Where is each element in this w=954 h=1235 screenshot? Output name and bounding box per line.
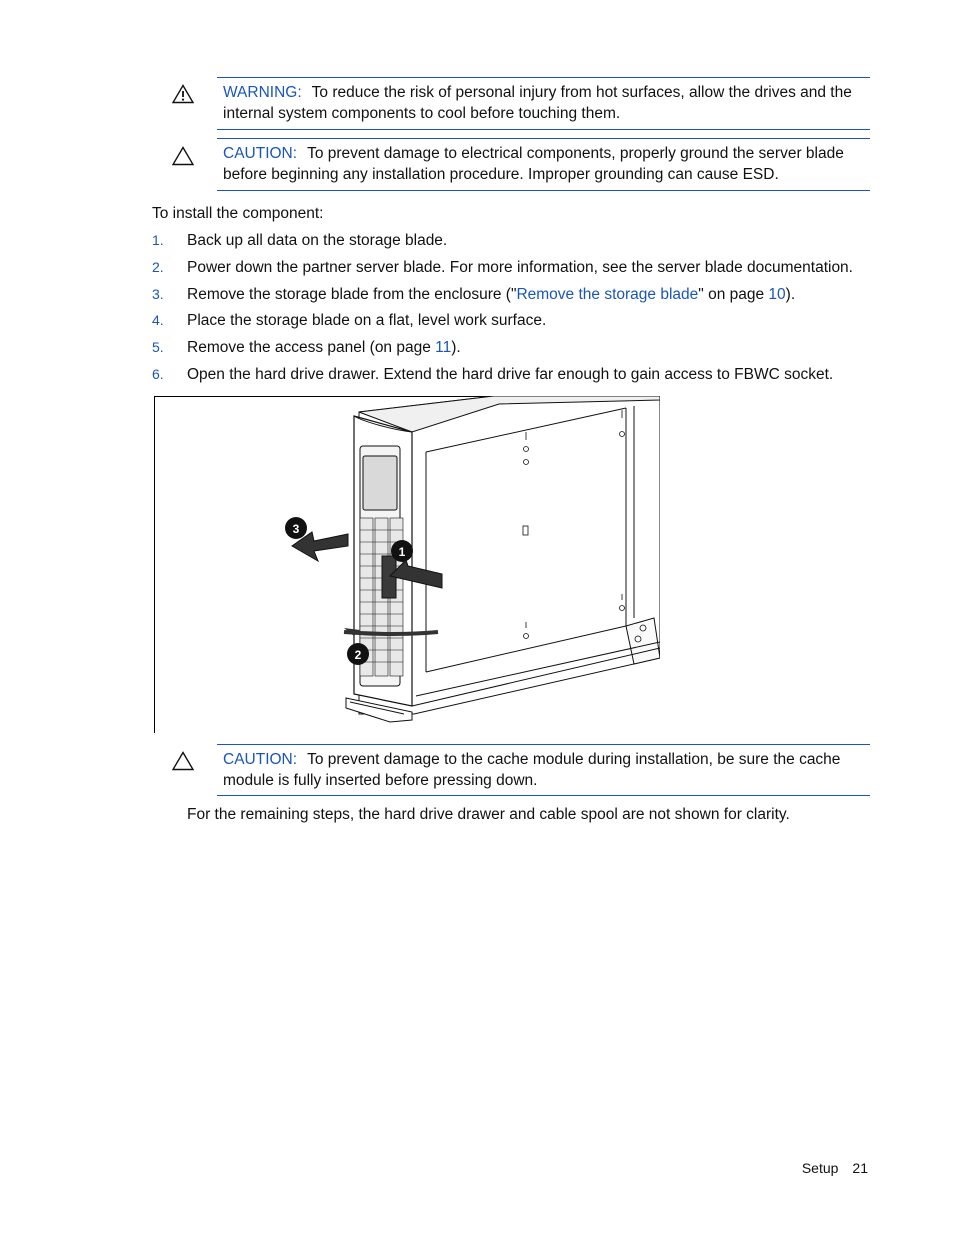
caution-icon [172, 751, 194, 771]
step-text: Place the storage blade on a flat, level work surface. [187, 312, 547, 329]
callout-1 [391, 540, 413, 562]
caution-text: To prevent damage to electrical components, properly ground the server blade before beginning any installation procedure. Improper grounding can cause ESD. [223, 145, 844, 183]
caution-label: CAUTION: [223, 145, 298, 162]
page-10-link[interactable]: 10 [768, 286, 786, 303]
step-text-post: ). [451, 339, 461, 356]
step-text: Back up all data on the storage blade. [187, 232, 448, 249]
footer-section: Setup [801, 1160, 839, 1176]
caution-notice-electrical [217, 138, 870, 191]
step-5 [152, 336, 461, 358]
warning-notice [217, 77, 870, 130]
step-2 [152, 256, 853, 278]
step-text-pre: Remove the storage blade from the enclosure (" [187, 286, 517, 303]
storage-blade-illustration [154, 396, 660, 733]
step-3 [152, 283, 795, 305]
step-text-post: ). [785, 286, 796, 303]
warning-label: WARNING: [223, 84, 302, 101]
step-number: 3. [152, 286, 164, 302]
callout-3-label: 3 [292, 522, 300, 536]
step-text-mid: " on page [698, 286, 769, 303]
caution-notice-cache [217, 744, 870, 796]
step-text: Power down the partner server blade. For more information, see the server blade documentation. [187, 259, 853, 276]
footer-page-number: 21 [852, 1160, 868, 1176]
step-number: 5. [152, 339, 164, 355]
callout-2-label: 2 [354, 648, 362, 662]
swing-arrow [344, 632, 438, 634]
caution-icon [172, 146, 194, 166]
remove-storage-blade-link[interactable]: Remove the storage blade [516, 286, 699, 303]
step-1 [152, 229, 447, 251]
warning-icon [172, 84, 194, 104]
step-number: 6. [152, 366, 164, 382]
callout-3 [285, 517, 307, 539]
callout-1-label: 1 [398, 545, 406, 559]
page-footer [700, 1158, 868, 1178]
step-number: 4. [152, 312, 164, 328]
warning-text: To reduce the risk of personal injury from hot surfaces, allow the drives and the internal system components to cool before touching them. [223, 84, 852, 122]
step-6 [152, 363, 833, 385]
clarity-note: For the remaining steps, the hard drive drawer and cable spool are not shown for clarity. [187, 806, 790, 823]
page-11-link[interactable]: 11 [435, 339, 452, 356]
caution-label: CAUTION: [223, 751, 298, 768]
intro-text: To install the component: [152, 205, 324, 222]
step-text-pre: Remove the access panel (on page [187, 339, 436, 356]
step-text: Open the hard drive drawer. Extend the hard drive far enough to gain access to FBWC socket. [187, 366, 834, 383]
step-number: 1. [152, 232, 164, 248]
callout-2 [347, 643, 369, 665]
step-number: 2. [152, 259, 164, 275]
step-4 [152, 309, 546, 331]
caution-text: To prevent damage to the cache module during installation, be sure the cache module is fully inserted before pressing down. [223, 751, 841, 789]
